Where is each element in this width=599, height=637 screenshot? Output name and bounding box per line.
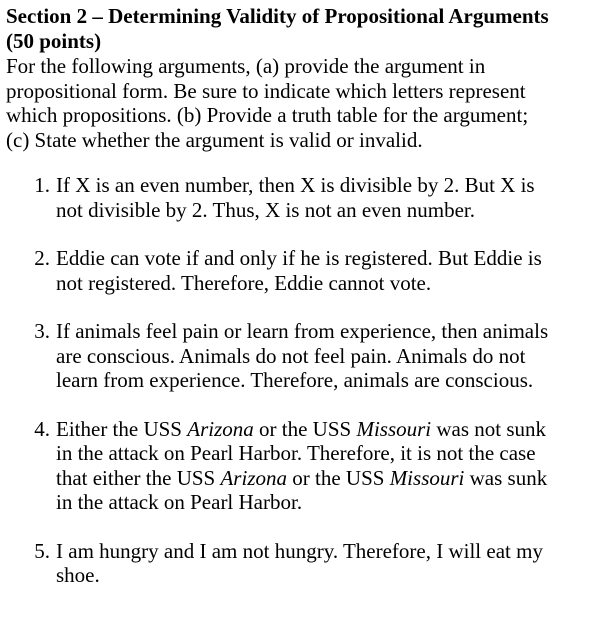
argument-item <box>6 417 599 515</box>
argument-number: 3. <box>34 319 50 343</box>
argument-text <box>56 173 535 222</box>
ship-name: Arizona <box>187 416 254 441</box>
argument-item <box>6 319 599 393</box>
argument-text-segment: I am hungry and I am not hungry. Therefore, I will eat my shoe. <box>56 538 543 587</box>
argument-number: 5. <box>34 538 50 563</box>
argument-text-segment: was sunk in the attack on Pearl Harbor. <box>56 465 548 514</box>
argument-text <box>56 246 542 295</box>
section-instructions: For the following arguments, (a) provide the argument in propositional form. Be sure to indicate which letters represent which propositions. (b) Provide a truth table for the argument; (c) State whether the argument is valid or invalid. <box>6 54 529 152</box>
argument-text-segment: or the USS <box>253 416 357 441</box>
argument-text-segment: Eddie can vote if and only if he is registered. But Eddie is not registered. Therefore, Eddie cannot vote. <box>56 246 542 295</box>
section-title: Section 2 – Determining Validity of Propositional Arguments (50 points) <box>6 4 549 53</box>
ship-name: Missouri <box>389 465 465 490</box>
argument-text-segment: If animals feel pain or learn from experience, then animals are conscious. Animals do not feel pain. Animals do not learn from experience. Therefore, animals are conscious. <box>56 319 549 392</box>
argument-text <box>56 319 548 393</box>
argument-list <box>6 173 599 588</box>
ship-name: Arizona <box>220 465 287 490</box>
argument-item <box>6 246 599 295</box>
argument-item <box>6 173 599 222</box>
ship-name: Missouri <box>356 416 432 441</box>
argument-text-segment: Either the USS <box>56 416 188 441</box>
argument-item <box>6 539 599 588</box>
argument-number: 2. <box>34 246 50 270</box>
argument-text-segment: was not sunk in the attack on Pearl Harbor. Therefore, it is not the case that either the USS <box>56 416 547 490</box>
argument-text <box>56 539 543 588</box>
argument-number: 4. <box>34 416 50 441</box>
argument-text-segment: If X is an even number, then X is divisible by 2. But X is not divisible by 2. Thus, X is not an even number. <box>56 173 535 222</box>
argument-text <box>56 417 547 515</box>
argument-number: 1. <box>34 173 50 197</box>
argument-text-segment: or the USS <box>287 465 390 490</box>
